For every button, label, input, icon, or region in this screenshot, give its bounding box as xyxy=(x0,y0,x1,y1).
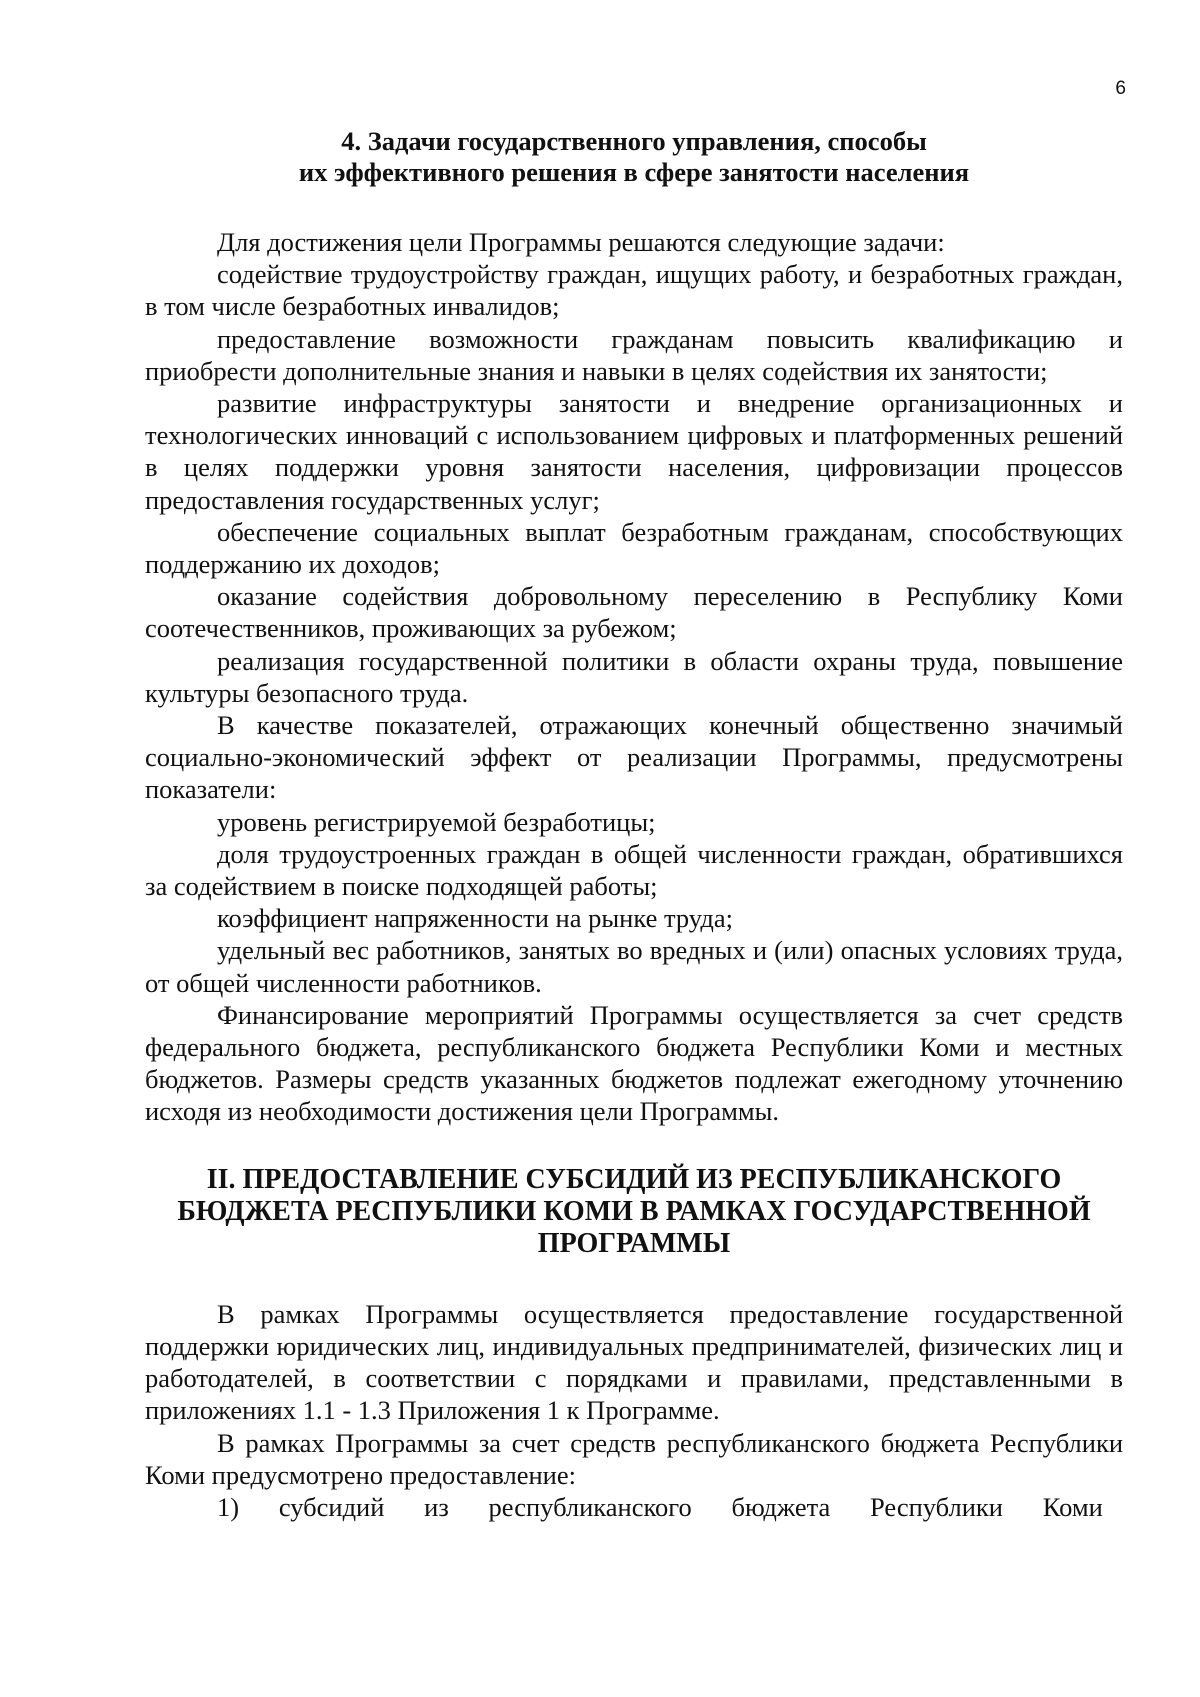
paragraph: Для достижения цели Программы решаются следующие задачи: xyxy=(217,227,945,257)
paragraph: В качестве показателей, отражающих конечный общественно значимый социально-экономический эффект от реализации Программы, предусмотрены показатели: xyxy=(145,710,1123,805)
section-ii-body xyxy=(145,1298,1123,1523)
paragraph: удельный вес работников, занятых во вредных и (или) опасных условиях труда, от общей численности работников. xyxy=(145,935,1123,998)
section-ii-heading-line: ПРОГРАММЫ xyxy=(537,1227,731,1259)
paragraph: предоставление возможности гражданам повысить квалификацию и приобрести дополнительные знания и навыки в целях содействия их занятости; xyxy=(145,323,1123,386)
section-4-heading-line: их эффективного решения в сфере занятости населения xyxy=(298,157,970,187)
section-4-heading-line: 4. Задачи государственного управления, способы xyxy=(341,126,927,156)
paragraph: В рамках Программы осуществляется предоставление государственной поддержки юридических лиц, индивидуальных предпринимателей, физических лиц и работодателей, в соответствии с порядками и правилами, представленными в приложениях 1.1 - 1.3 Приложения 1 к Программе. xyxy=(145,1298,1123,1426)
paragraph: оказание содействия добровольному переселению в Республику Коми соотечественников, проживающих за рубежом; xyxy=(145,581,1123,644)
paragraph: обеспечение социальных выплат безработным гражданам, способствующих поддержанию их доходов; xyxy=(145,516,1123,580)
section-4-body xyxy=(145,226,1123,1128)
section-4-heading xyxy=(145,126,1123,188)
paragraph: Финансирование мероприятий Программы осуществляется за счет средств федерального бюджета, республиканского бюджета Республики Коми и местных бюджетов. Размеры средств указанных бюджетов подлежат ежегодному уточнению исходя из необходимости достижения цели Программы. xyxy=(145,999,1123,1127)
section-ii-heading-line: БЮДЖЕТА РЕСПУБЛИКИ КОМИ В РАМКАХ ГОСУДАРСТВЕННОЙ xyxy=(177,1195,1091,1227)
paragraph: В рамках Программы за счет средств республиканского бюджета Республики Коми предусмотрено предоставление: xyxy=(145,1427,1123,1490)
paragraph: реализация государственной политики в области охраны труда, повышение культуры безопасного труда. xyxy=(145,645,1123,708)
paragraph: содействие трудоустройству граждан, ищущих работу, и безработных граждан, в том числе безработных инвалидов; xyxy=(145,259,1123,322)
paragraph: доля трудоустроенных граждан в общей численности граждан, обратившихся за содействием в поиске подходящей работы; xyxy=(145,838,1123,902)
page-content xyxy=(145,126,1123,1523)
section-ii-heading xyxy=(145,1164,1123,1260)
paragraph: развитие инфраструктуры занятости и внедрение организационных и технологических инноваций с использованием цифровых и платформенных решений в целях поддержки уровня занятости населения, цифровизации процессов предоставления государственных услуг; xyxy=(145,388,1123,515)
section-ii-heading-line: II. ПРЕДОСТАВЛЕНИЕ СУБСИДИЙ ИЗ РЕСПУБЛИКАНСКОГО xyxy=(206,1163,1062,1195)
list-item-paragraph: 1) субсидий из республиканского бюджета Республики Коми xyxy=(217,1491,1103,1522)
paragraph: коэффициент напряженности на рынке труда; xyxy=(217,903,733,934)
paragraph: уровень регистрируемой безработицы; xyxy=(217,806,656,837)
page-number: 6 xyxy=(1115,78,1126,99)
